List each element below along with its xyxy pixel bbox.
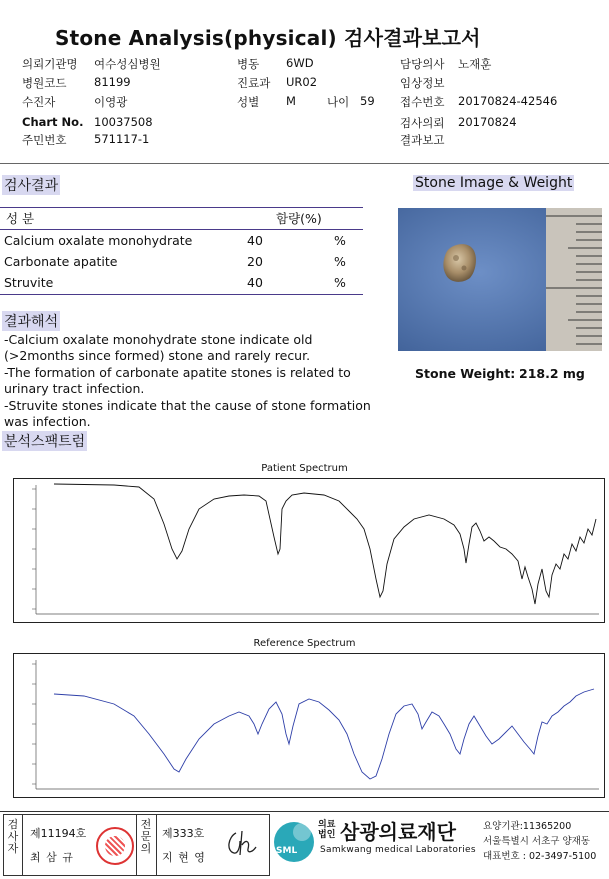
results-table-top-rule [0,207,363,208]
header-id-label: 주민번호 [22,133,67,147]
stone-weight-value: 218.2 mg [519,366,585,381]
stone-weight-label: Stone Weight: [415,366,516,381]
component-amount: 40 [247,275,263,290]
header-divider [0,163,609,164]
header-clinical-label: 임상정보 [400,76,445,90]
header-id-value: 571117-1 [94,132,150,146]
reference-spectrum-plot [13,653,605,798]
header-code-value: 81199 [94,75,131,89]
header-chart-value: 10037508 [94,115,153,129]
examiner-name: 최 삼 규 [30,851,74,864]
report-title: Stone Analysis(physical) 검사결과보고서 [55,26,481,50]
patient-spectrum-plot [13,478,605,623]
examiner-seal [96,827,134,865]
header-ward-label: 병동 [237,57,260,71]
specialist-label: 전문의 [140,818,152,855]
header-hospital-value: 여수성심병원 [94,57,161,71]
org-code: 요양기관:11365200 [483,821,572,832]
specialist-signature [222,827,262,865]
results-col-amount: 함량(%) [276,211,322,226]
specialist-name: 지 현 영 [162,851,206,864]
header-accession-value: 20170824-42546 [458,94,558,108]
header-patient-label: 수진자 [22,95,56,109]
sml-logo [272,820,316,864]
header-sex-value: M [286,94,296,108]
examiner-divider [22,815,23,875]
org-name: 삼광의료재단 [340,820,456,844]
interpretation-line: -Struvite stones indicate that the cause of stone formation [4,398,371,413]
header-request-label: 검사의뢰 [400,116,445,130]
header-age-value: 59 [360,94,375,108]
component-unit: % [334,233,346,248]
specialist-divider-left [136,815,137,875]
header-ward-value: 6WD [286,56,314,70]
results-col-component: 성 분 [6,211,35,226]
header-dept-label: 진료과 [237,76,271,90]
interpretation-heading: 결과해석 [2,311,60,331]
header-patient-value: 이영광 [94,95,128,109]
header-request-value: 20170824 [458,115,517,129]
header-code-label: 병원코드 [22,76,67,90]
component-name: Calcium oxalate monohydrate [4,233,193,248]
org-address: 서울특별시 서초구 양재동 [483,836,590,847]
header-report-label: 결과보고 [400,133,445,147]
header-doctor-label: 담당의사 [400,57,445,71]
header-sex-label: 성별 [237,95,260,109]
component-name: Struvite [4,275,54,290]
results-table-header-rule [0,229,363,230]
sml-logo-text: SML [276,846,298,856]
interpretation-line: urinary tract infection. [4,381,145,396]
interpretation-line: -Calcium oxalate monohydrate stone indicate old [4,332,313,347]
interpretation-line: -The formation of carbonate apatite stones is related to [4,365,351,380]
header-hospital-label: 의뢰기관명 [22,57,78,71]
examiner-license: 제11194호 [30,827,87,840]
component-unit: % [334,275,346,290]
patient-spectrum-title: Patient Spectrum [261,463,348,474]
component-name: Carbonate apatite [4,254,118,269]
specialist-license: 제333호 [162,827,205,840]
interpretation-line: (>2months since formed) stone and rarely recur. [4,348,311,363]
org-phone: 대표번호 : 02-3497-5100 [483,851,597,862]
examiner-label: 검사자 [7,818,19,855]
header-doctor-value: 노재훈 [458,57,492,71]
signature-box [3,814,270,876]
org-english: Samkwang medical Laboratories [320,845,476,855]
component-amount: 40 [247,233,263,248]
component-amount: 20 [247,254,263,269]
results-heading: 검사결과 [2,175,60,195]
stone-photo [398,208,602,351]
results-table-bottom-rule [0,294,363,295]
header-chart-label: Chart No. [22,115,84,129]
header-dept-value: UR02 [286,75,318,89]
reference-spectrum-title: Reference Spectrum [253,638,356,649]
org-prefix: 의료법인 [318,820,336,840]
stone-heading: Stone Image & Weight [415,175,573,191]
header-age-label: 나이 [327,95,350,109]
specialist-divider-right [156,815,157,875]
component-unit: % [334,254,346,269]
header-accession-label: 접수번호 [400,95,445,109]
footer [0,811,609,879]
spectrum-heading: 분석스팩트럼 [2,431,87,451]
interpretation-line: was infection. [4,414,91,429]
